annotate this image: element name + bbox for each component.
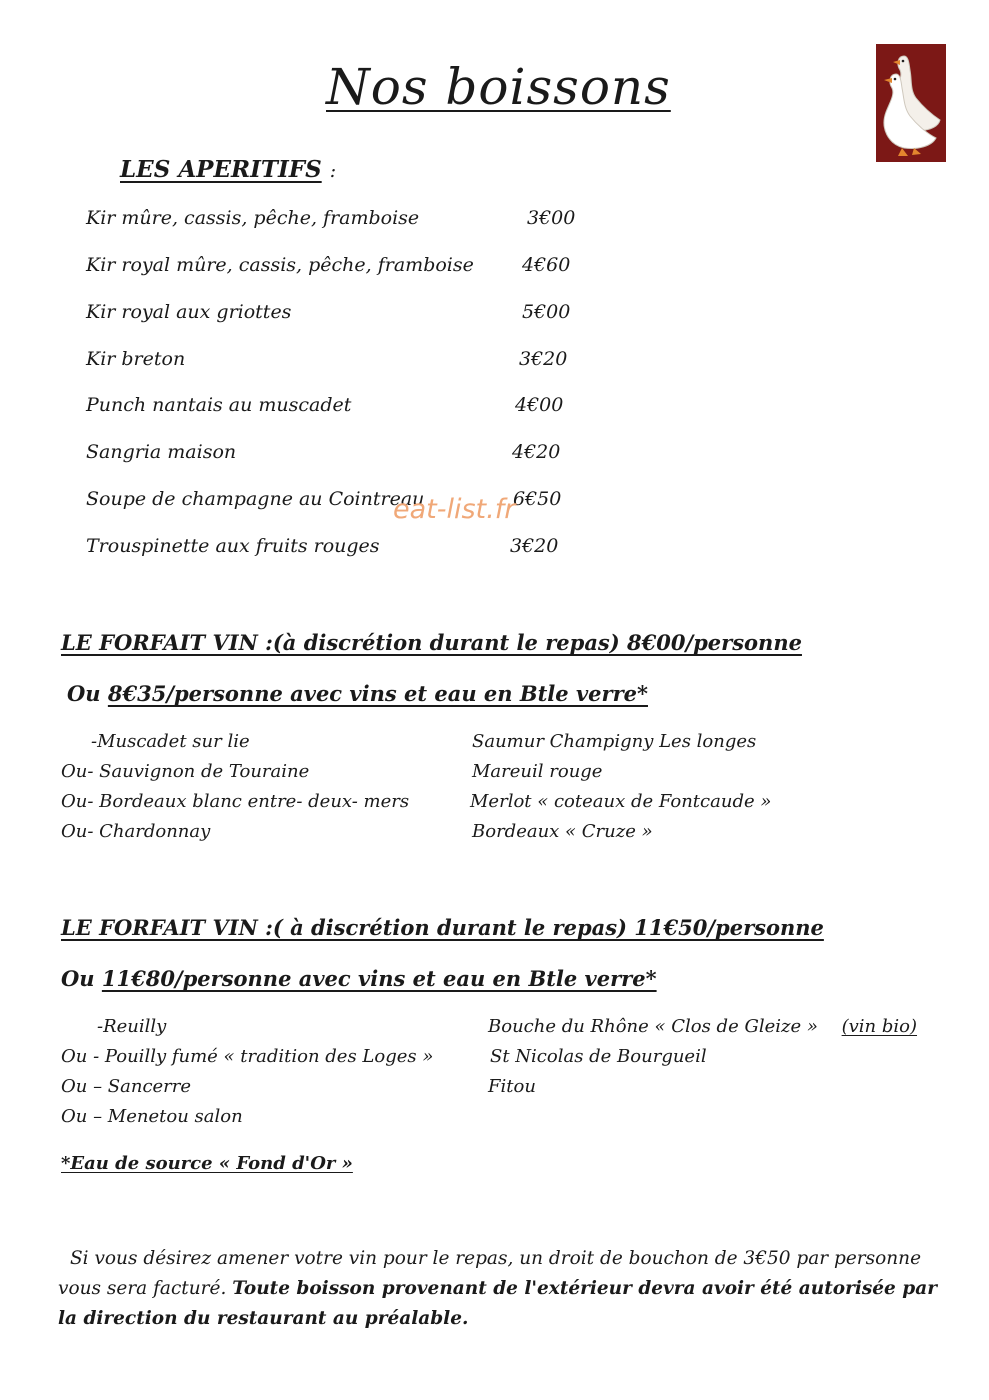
aperitif-price: 4€20 xyxy=(512,441,561,463)
forfait2-ou-line xyxy=(61,966,657,991)
aperitif-name: Kir royal mûre, cassis, pêche, framboise xyxy=(86,254,474,276)
wine-item: Ou- Chardonnay xyxy=(61,821,211,842)
wine-item: St Nicolas de Bourgueil xyxy=(490,1046,707,1067)
wine-item: -Reuilly xyxy=(97,1016,167,1037)
wine-item-with-bio xyxy=(488,1016,917,1037)
wine-item: Merlot « coteaux de Fontcaude » xyxy=(470,791,772,812)
forfait1-ou-text: 8€35/personne avec vins et eau en Btle verre* xyxy=(107,681,648,706)
aperitif-price: 4€00 xyxy=(515,394,564,416)
aperitif-price: 3€00 xyxy=(527,207,576,229)
forfait1-heading: LE FORFAIT VIN :(à discrétion durant le repas) 8€00/personne xyxy=(61,630,802,655)
forfait2-ou-text: 11€80/personne avec vins et eau en Btle verre* xyxy=(101,966,657,991)
aperitif-name: Soupe de champagne au Cointreau xyxy=(86,488,425,510)
wine-item: Bordeaux « Cruze » xyxy=(472,821,653,842)
aperitif-price: 4€60 xyxy=(522,254,571,276)
forfait2-heading: LE FORFAIT VIN :( à discrétion durant le repas) 11€50/personne xyxy=(61,915,824,940)
aperitif-name: Kir breton xyxy=(86,348,186,370)
forfait1-ou-line xyxy=(67,681,648,706)
wine-item: Ou – Menetou salon xyxy=(61,1106,243,1127)
watermark: eat-list.fr xyxy=(393,494,516,525)
aperitif-name: Sangria maison xyxy=(86,441,237,463)
corkage-note-plain: Si vous désirez amener votre vin pour le repas, un droit de bouchon de 3€50 par personne vous sera facturé. xyxy=(58,1248,922,1299)
forfait1-ou-prefix: Ou xyxy=(67,681,108,706)
wine-item: Ou – Sancerre xyxy=(61,1076,192,1097)
aperitif-price: 3€20 xyxy=(510,535,559,557)
aperitif-name: Kir mûre, cassis, pêche, framboise xyxy=(86,207,420,229)
corkage-note xyxy=(58,1244,938,1334)
aperitif-price: 3€20 xyxy=(519,348,568,370)
wine-item: Saumur Champigny Les longes xyxy=(472,731,757,752)
wine-item: Mareuil rouge xyxy=(472,761,603,782)
wine-item: Ou- Sauvignon de Touraine xyxy=(61,761,310,782)
page-title: Nos boissons xyxy=(326,58,671,116)
water-note: *Eau de source « Fond d'Or » xyxy=(61,1153,353,1174)
corkage-note-bold: Toute boisson provenant de l'extérieur devra avoir été autorisée par la direction du restaurant au préalable. xyxy=(58,1278,937,1329)
wine-item: Ou- Bordeaux blanc entre- deux- mers xyxy=(61,791,410,812)
aperitif-price: 6€50 xyxy=(513,488,562,510)
wine-item: Ou - Pouilly fumé « tradition des Loges » xyxy=(61,1046,434,1067)
aperitifs-heading xyxy=(120,156,336,183)
aperitif-price: 5€00 xyxy=(522,301,571,323)
geese-icon xyxy=(876,44,946,162)
aperitif-name: Punch nantais au muscadet xyxy=(86,394,352,416)
bio-label: (vin bio) xyxy=(841,1016,918,1037)
wine-item: Fitou xyxy=(488,1076,536,1097)
aperitifs-heading-colon: : xyxy=(329,160,337,182)
wine-item: -Muscadet sur lie xyxy=(91,731,250,752)
aperitif-name: Trouspinette aux fruits rouges xyxy=(86,535,380,557)
aperitif-name: Kir royal aux griottes xyxy=(86,301,292,323)
aperitifs-heading-text: LES APERITIFS xyxy=(120,156,322,183)
logo xyxy=(876,44,946,162)
wine-item: Bouche du Rhône « Clos de Gleize » xyxy=(488,1016,818,1037)
forfait2-ou-prefix: Ou xyxy=(61,966,102,991)
